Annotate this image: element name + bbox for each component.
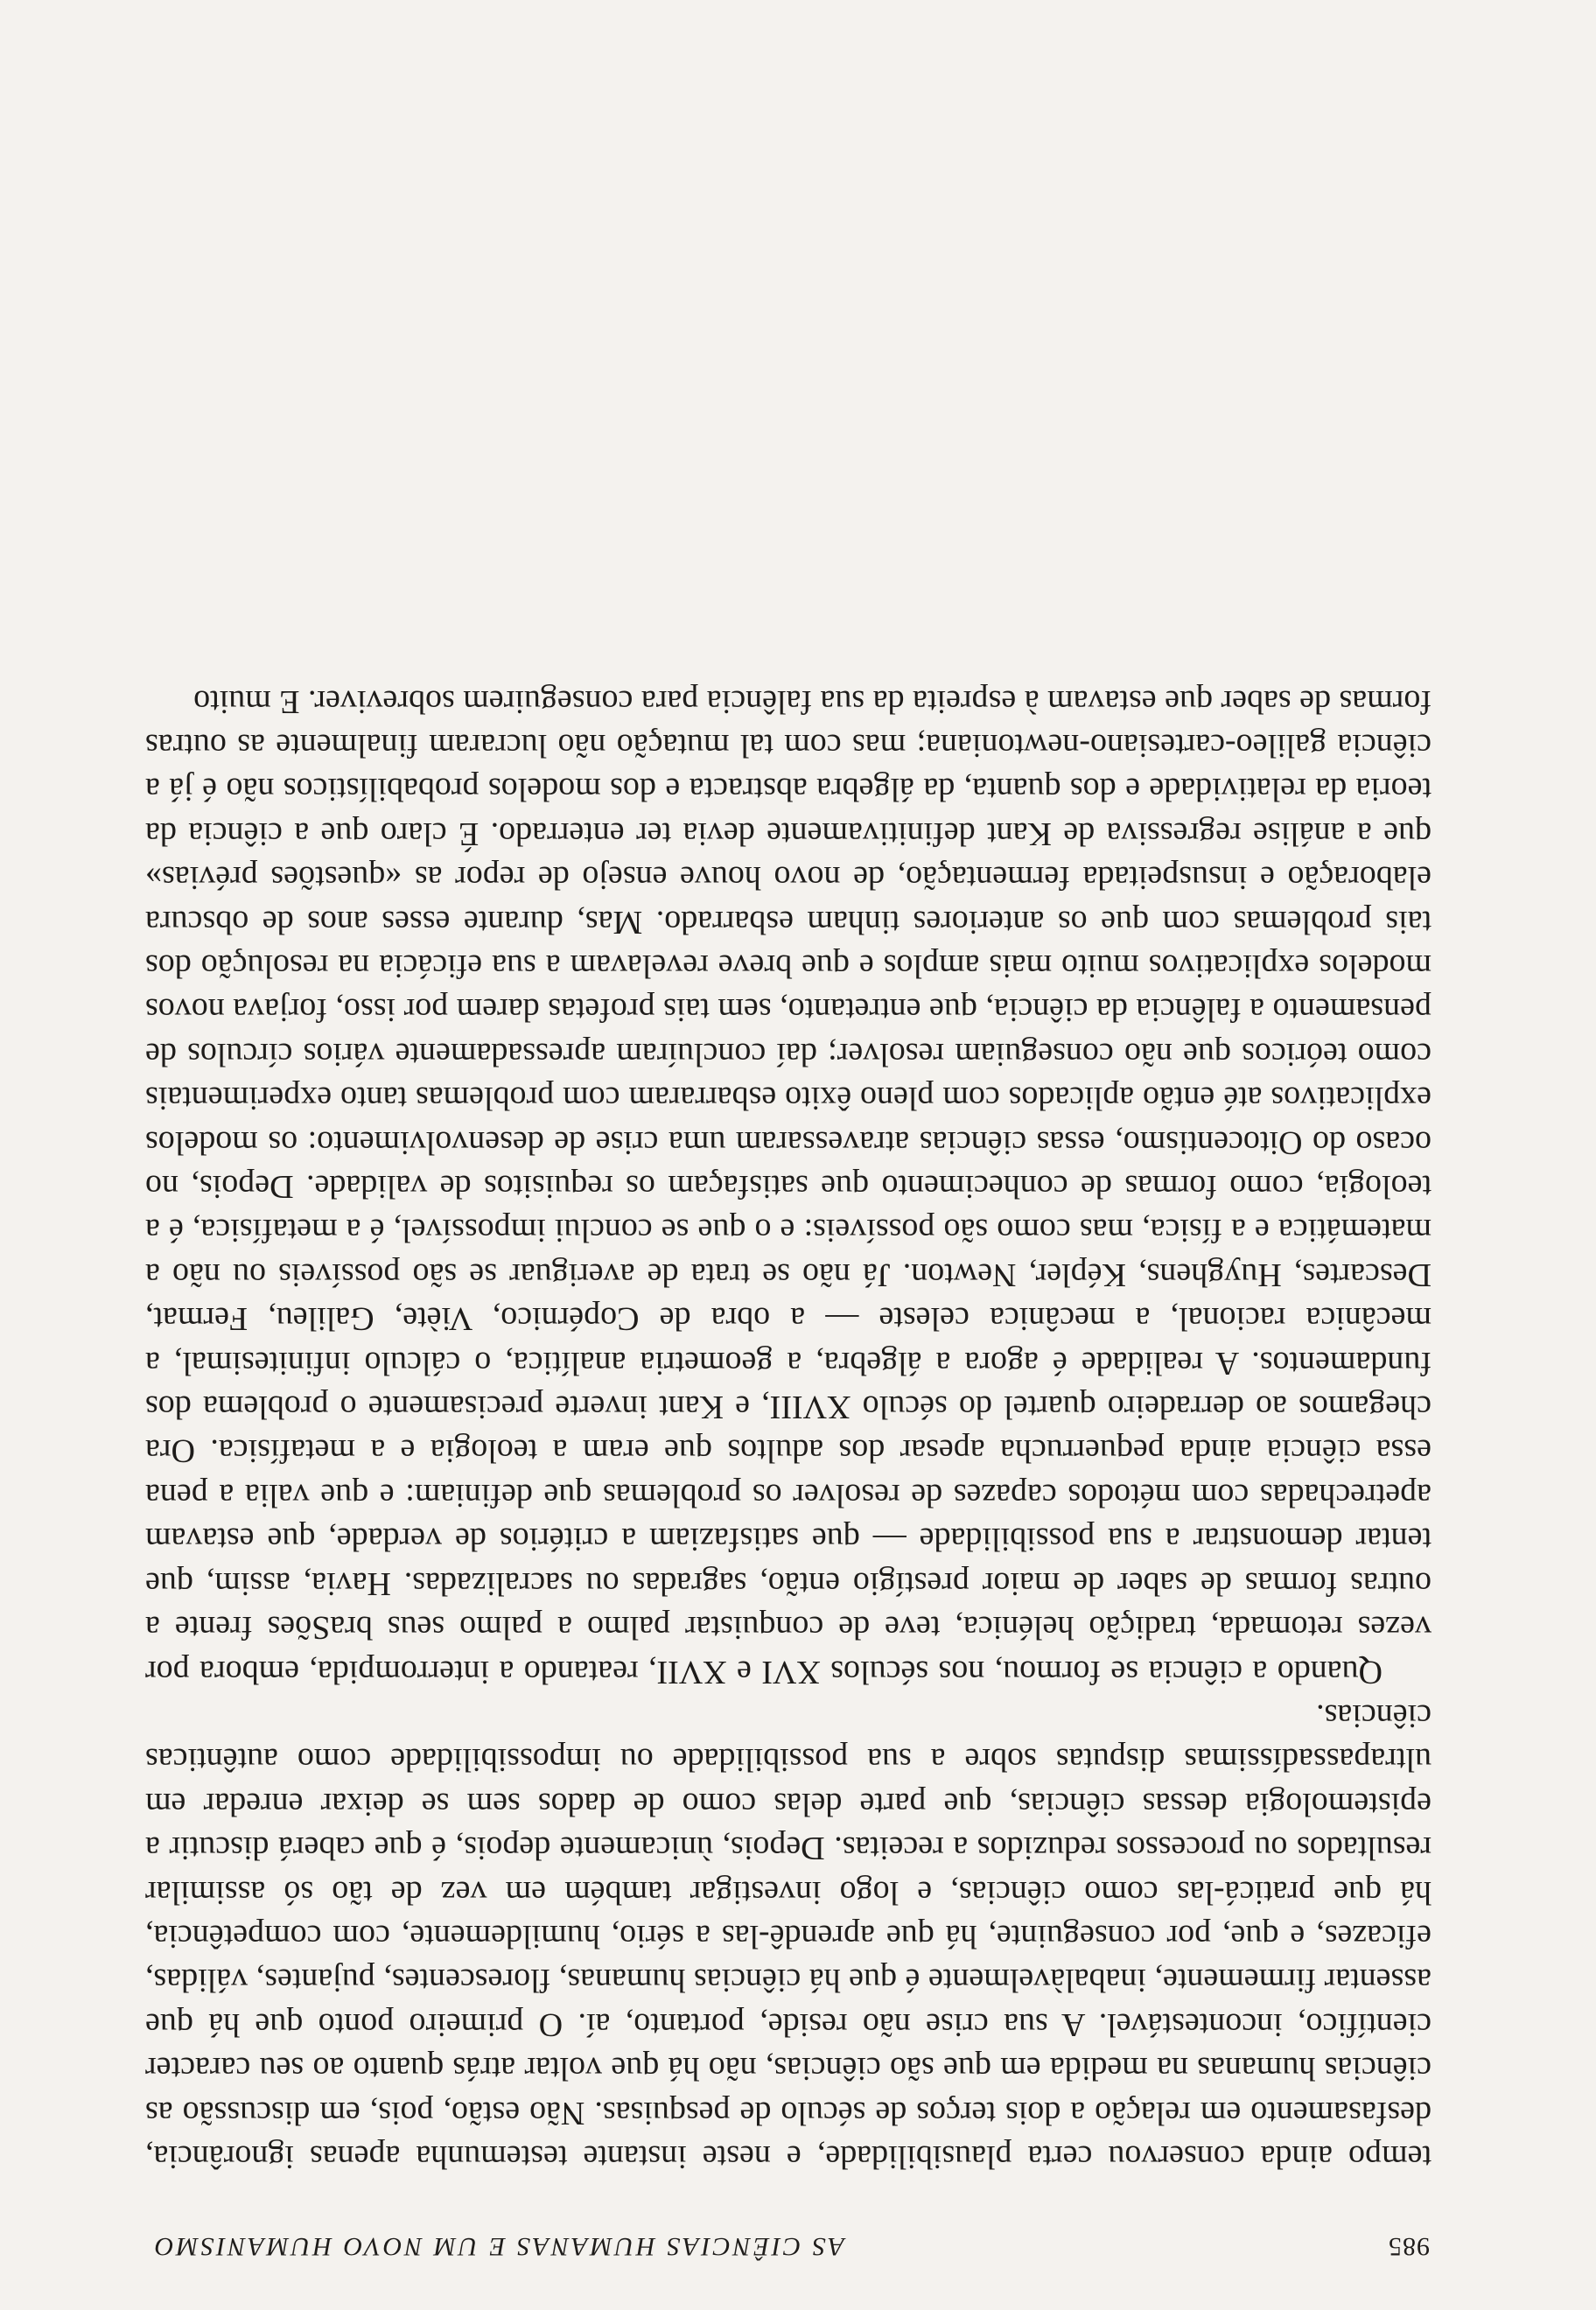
body-text [145, 679, 1432, 2179]
paragraph: Quando a ciência se formou, nos séculos XVI e XVII, reatando a interrompida, embora por vezes retomada, tradição helénica, teve de conquistar palmo a palmo seus braSões frente a outras formas de saber de maior prestígio então, sagradas ou sacralizadas. Havia, assim, que tentar demonstrar a sua possibilidade — que satisfaziam a critérios de verdade, que estavam apetrechadas com métodos capazes de resolver os problemas que definiam: e que valia a pena essa ciência ainda pequerrucha apesar dos adultos que eram a teologia e a metafísica. Ora chegamos ao derradeiro quartel do século XVIII, e Kant inverte precisamente o problema dos fundamentos. A realidade é agora a álgebra, a geometria analítica, o cálculo infinitesimal, a mecânica racional, a mecânica celeste — a obra de Copérnico, Viète, Galileu, Fermat, Descartes, Huyghens, Képler, Newton. Já não se trata de averiguar se são possíveis ou não a matemática e a física, mas como são possíveis: e o que se conclui impossível, é a metafísica, é a teologia, como formas de conhecimento que satisfaçam os requisitos de validade. Depois, no ocaso do Oitocentismo, essas ciências atravessaram uma crise de desenvolvimento: os modelos explicativos até então aplicados com pleno êxito esbarraram com problemas tanto experimentais como teóricos que não conseguiam resolver; daí concluíram apressadamente vários círculos de pensamento a falência da ciência, que entretanto, sem tais profetas darem por isso, forjava novos modelos explicativos muito mais amplos e que breve revelavam a sua eficácia na resolução dos tais problemas com que os anteriores tinham esbarrado. Mas, durante esses anos de obscura elaboração e insuspeitada fermentação, de novo houve ensejo de repor as «questões prévias» que a análise regressiva de Kant definitivamente devia ter enterrado. É claro que a ciência da teoria da relatividade e dos quanta, da álgebra abstracta e dos modelos probabilísticos não é já a ciência galileo-cartesiano-newtoniana; mas com tal mutação não lucraram finalmente as outras formas de saber que estavam à espreita da sua falência para conseguirem sobreviver. E muito [145, 682, 1432, 1690]
paragraph: tempo ainda conservou certa plausibilidade, e neste instante testemunha apenas ignorância, desfasamento em relação a dois terços de século de pesquisas. Não estão, pois, em discussão as ciências humanas na medida em que são ciências, não há que voltar atrás quanto ao seu caracter científico, incontestável. A sua crise não reside, portanto, aí. O primeiro ponto que há que assentar firmemente, inabalàvelmente é que há ciências humanas, florescentes, pujantes, válidas, eficazes, e que, por conseguinte, há que aprendê-las a sério, humildemente, com competência, há que praticá-las como ciências, e logo investigar também em vez de tão só assimilar resultados ou processos reduzidos a receitas. Depois, ùnicamente depois, é que caberá discutir a epistemologia dessas ciências, que parte delas como de dados sem se deixar enredar em ultrapassadíssimas disputas sobre a sua possibilidade ou impossibilidade como autênticas ciências. [145, 1697, 1432, 2175]
running-head [152, 2216, 1430, 2268]
page-number: 985 [1388, 2232, 1430, 2261]
running-head-title: AS CIÊNCIAS HUMANAS E UM NOVO HUMANISMO [152, 2232, 845, 2261]
